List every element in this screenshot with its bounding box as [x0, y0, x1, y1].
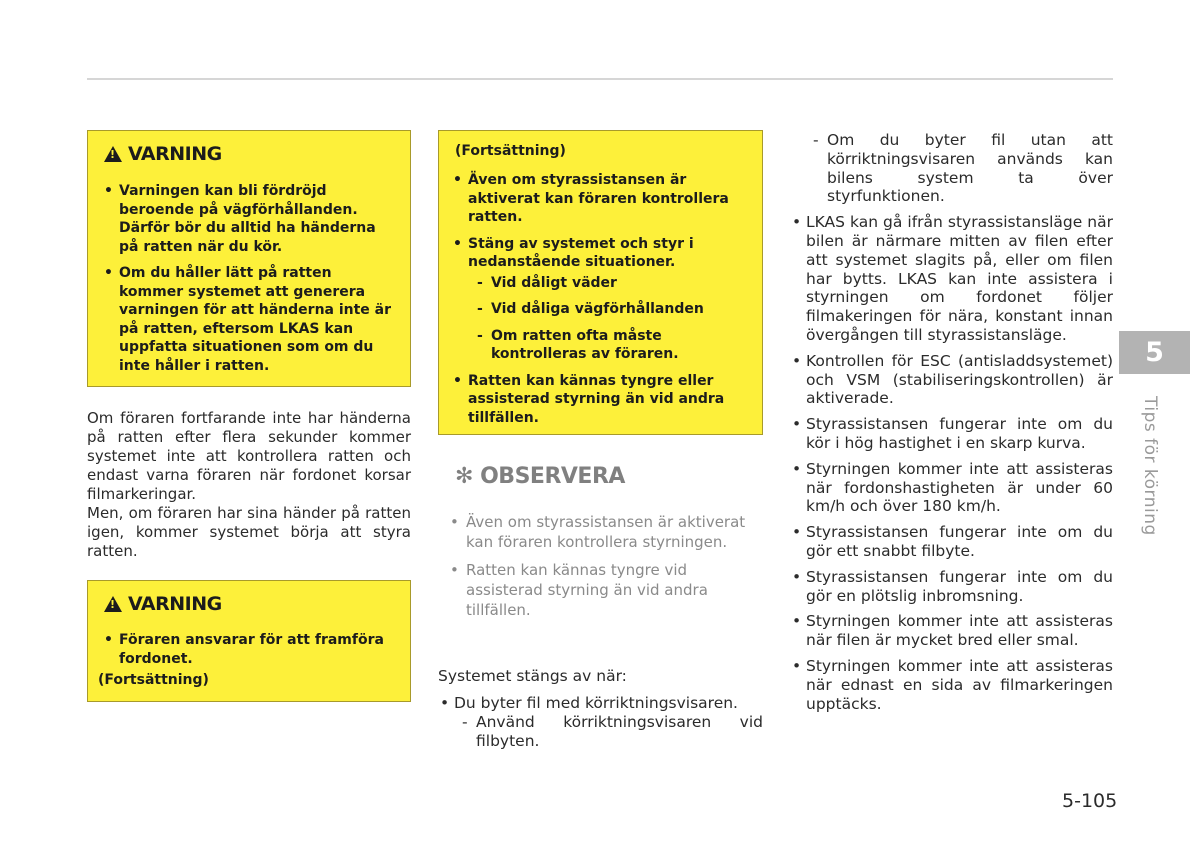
warning-title: VARNING	[128, 593, 222, 615]
continued-label: (Fortsättning)	[455, 143, 566, 159]
system-off-heading: Systemet stängs av när:	[438, 667, 627, 685]
dash-item-text: Om du byter fil utan att körriktningsvisaren används kan bilens system ta över styrfunktionen.	[827, 131, 1113, 206]
warning-list	[451, 171, 752, 427]
right-item: • Styrassistansen fungerar inte om du gör ett snabbt filbyte.	[790, 523, 1113, 561]
right-item: • Styrningen kommer inte att assisteras när filen är mycket bred eller smal.	[790, 612, 1113, 650]
warning-triangle-icon	[104, 596, 122, 612]
right-item: • Styrassistansen fungerar inte om du kör i hög hastighet i en skarp kurva.	[790, 415, 1113, 453]
warning-item: • Ratten kan kännas tyngre eller assisterad styrning än vid andra tillfällen.	[451, 372, 752, 428]
paragraph: Om föraren fortfarande inte har händerna på ratten efter flera sekunder kommer systemet inte att kontrollera ratten och endast varna föraren när fordonet korsar filmarkeringar.	[87, 409, 411, 503]
page-number: 5-105	[1062, 790, 1118, 812]
right-column	[790, 131, 1113, 720]
observera-title: OBSERVERA	[480, 464, 625, 489]
warning-subitem: - Om ratten ofta måste kontrolleras av föraren.	[468, 327, 752, 364]
body-text-left	[87, 409, 411, 561]
warning-box-3	[438, 130, 763, 435]
right-item: • Styrningen kommer inte att assisteras när fordonshastigheten är under 60 km/h och över 180 km/h.	[790, 460, 1113, 516]
warning-triangle-icon	[104, 146, 122, 162]
dash-marker: -	[462, 712, 468, 731]
system-off-list	[438, 694, 763, 713]
warning-box-1	[87, 130, 411, 387]
warning-subitem: - Vid dåligt väder	[468, 274, 752, 293]
warning-item	[451, 235, 752, 364]
warning-subitem: - Vid dåliga vägförhållanden	[468, 300, 752, 319]
right-item: • LKAS kan gå ifrån styrassistansläge när bilen är närmare mitten av filen efter att systemet slagits på, eller om filen har bytts. LKAS kan inte assistera i styrningen om fordonet följer filmakeringen för nära, konstant innan övergången till styrassistansläge.	[790, 213, 1113, 345]
system-off-subitem	[438, 713, 763, 751]
right-item: • Kontrollen för ESC (antisladdsystemet) och VSM (stabiliseringskontrollen) är aktiverade.	[790, 352, 1113, 408]
observera-list	[448, 512, 753, 628]
system-off-item	[438, 694, 763, 713]
warning-item: • Föraren ansvarar för att framföra fordonet.	[102, 631, 400, 668]
asterisk-icon: ✻	[455, 464, 473, 489]
warning-heading	[104, 143, 400, 165]
warning-title: VARNING	[128, 143, 222, 165]
dash-marker: -	[813, 131, 819, 149]
warning-list	[102, 182, 400, 375]
observera-heading	[455, 464, 625, 489]
warning-sublist	[468, 274, 752, 364]
chapter-tab: 5	[1119, 331, 1190, 374]
continued-label: (Fortsättning)	[98, 672, 209, 688]
system-off-subitem-text: Använd körriktningsvisaren vid filbyten.	[476, 712, 763, 750]
right-item: • Styrningen kommer inte att assisteras när ednast en sida av filmarkeringen upptäcks.	[790, 657, 1113, 713]
warning-item: • Om du håller lätt på ratten kommer systemet att generera varningen för att händerna inte är på ratten, eftersom LKAS kan uppfatta situationen som om du inte håller i ratten.	[102, 264, 400, 375]
system-off-item-text: Du byter fil med körriktningsvisaren.	[454, 694, 738, 712]
paragraph: Men, om föraren har sina händer på ratten igen, kommer systemet börja att styra ratten.	[87, 504, 411, 560]
warning-item: • Även om styrassistansen är aktiverat kan föraren kontrollera ratten.	[451, 171, 752, 227]
observera-item: • Ratten kan kännas tyngre vid assisterad styrning än vid andra tillfällen.	[448, 560, 753, 620]
top-rule	[87, 78, 1113, 80]
right-item: • Styrassistansen fungerar inte om du gör en plötslig inbromsning.	[790, 568, 1113, 606]
warning-item-text: Stäng av systemet och styr i nedanstående situationer.	[468, 235, 694, 270]
observera-item: • Även om styrassistansen är aktiverat kan föraren kontrollera styrningen.	[448, 512, 753, 552]
warning-box-2	[87, 580, 411, 702]
warning-heading	[104, 593, 400, 615]
warning-list	[102, 631, 400, 668]
chapter-label: Tips för körning	[1140, 396, 1160, 536]
right-list	[790, 213, 1113, 713]
warning-item: • Varningen kan bli fördröjd beroende på vägförhållanden. Därför bör du alltid ha händerna på ratten när du kör.	[102, 182, 400, 256]
system-off-section	[438, 667, 763, 751]
dash-item	[790, 131, 1113, 206]
